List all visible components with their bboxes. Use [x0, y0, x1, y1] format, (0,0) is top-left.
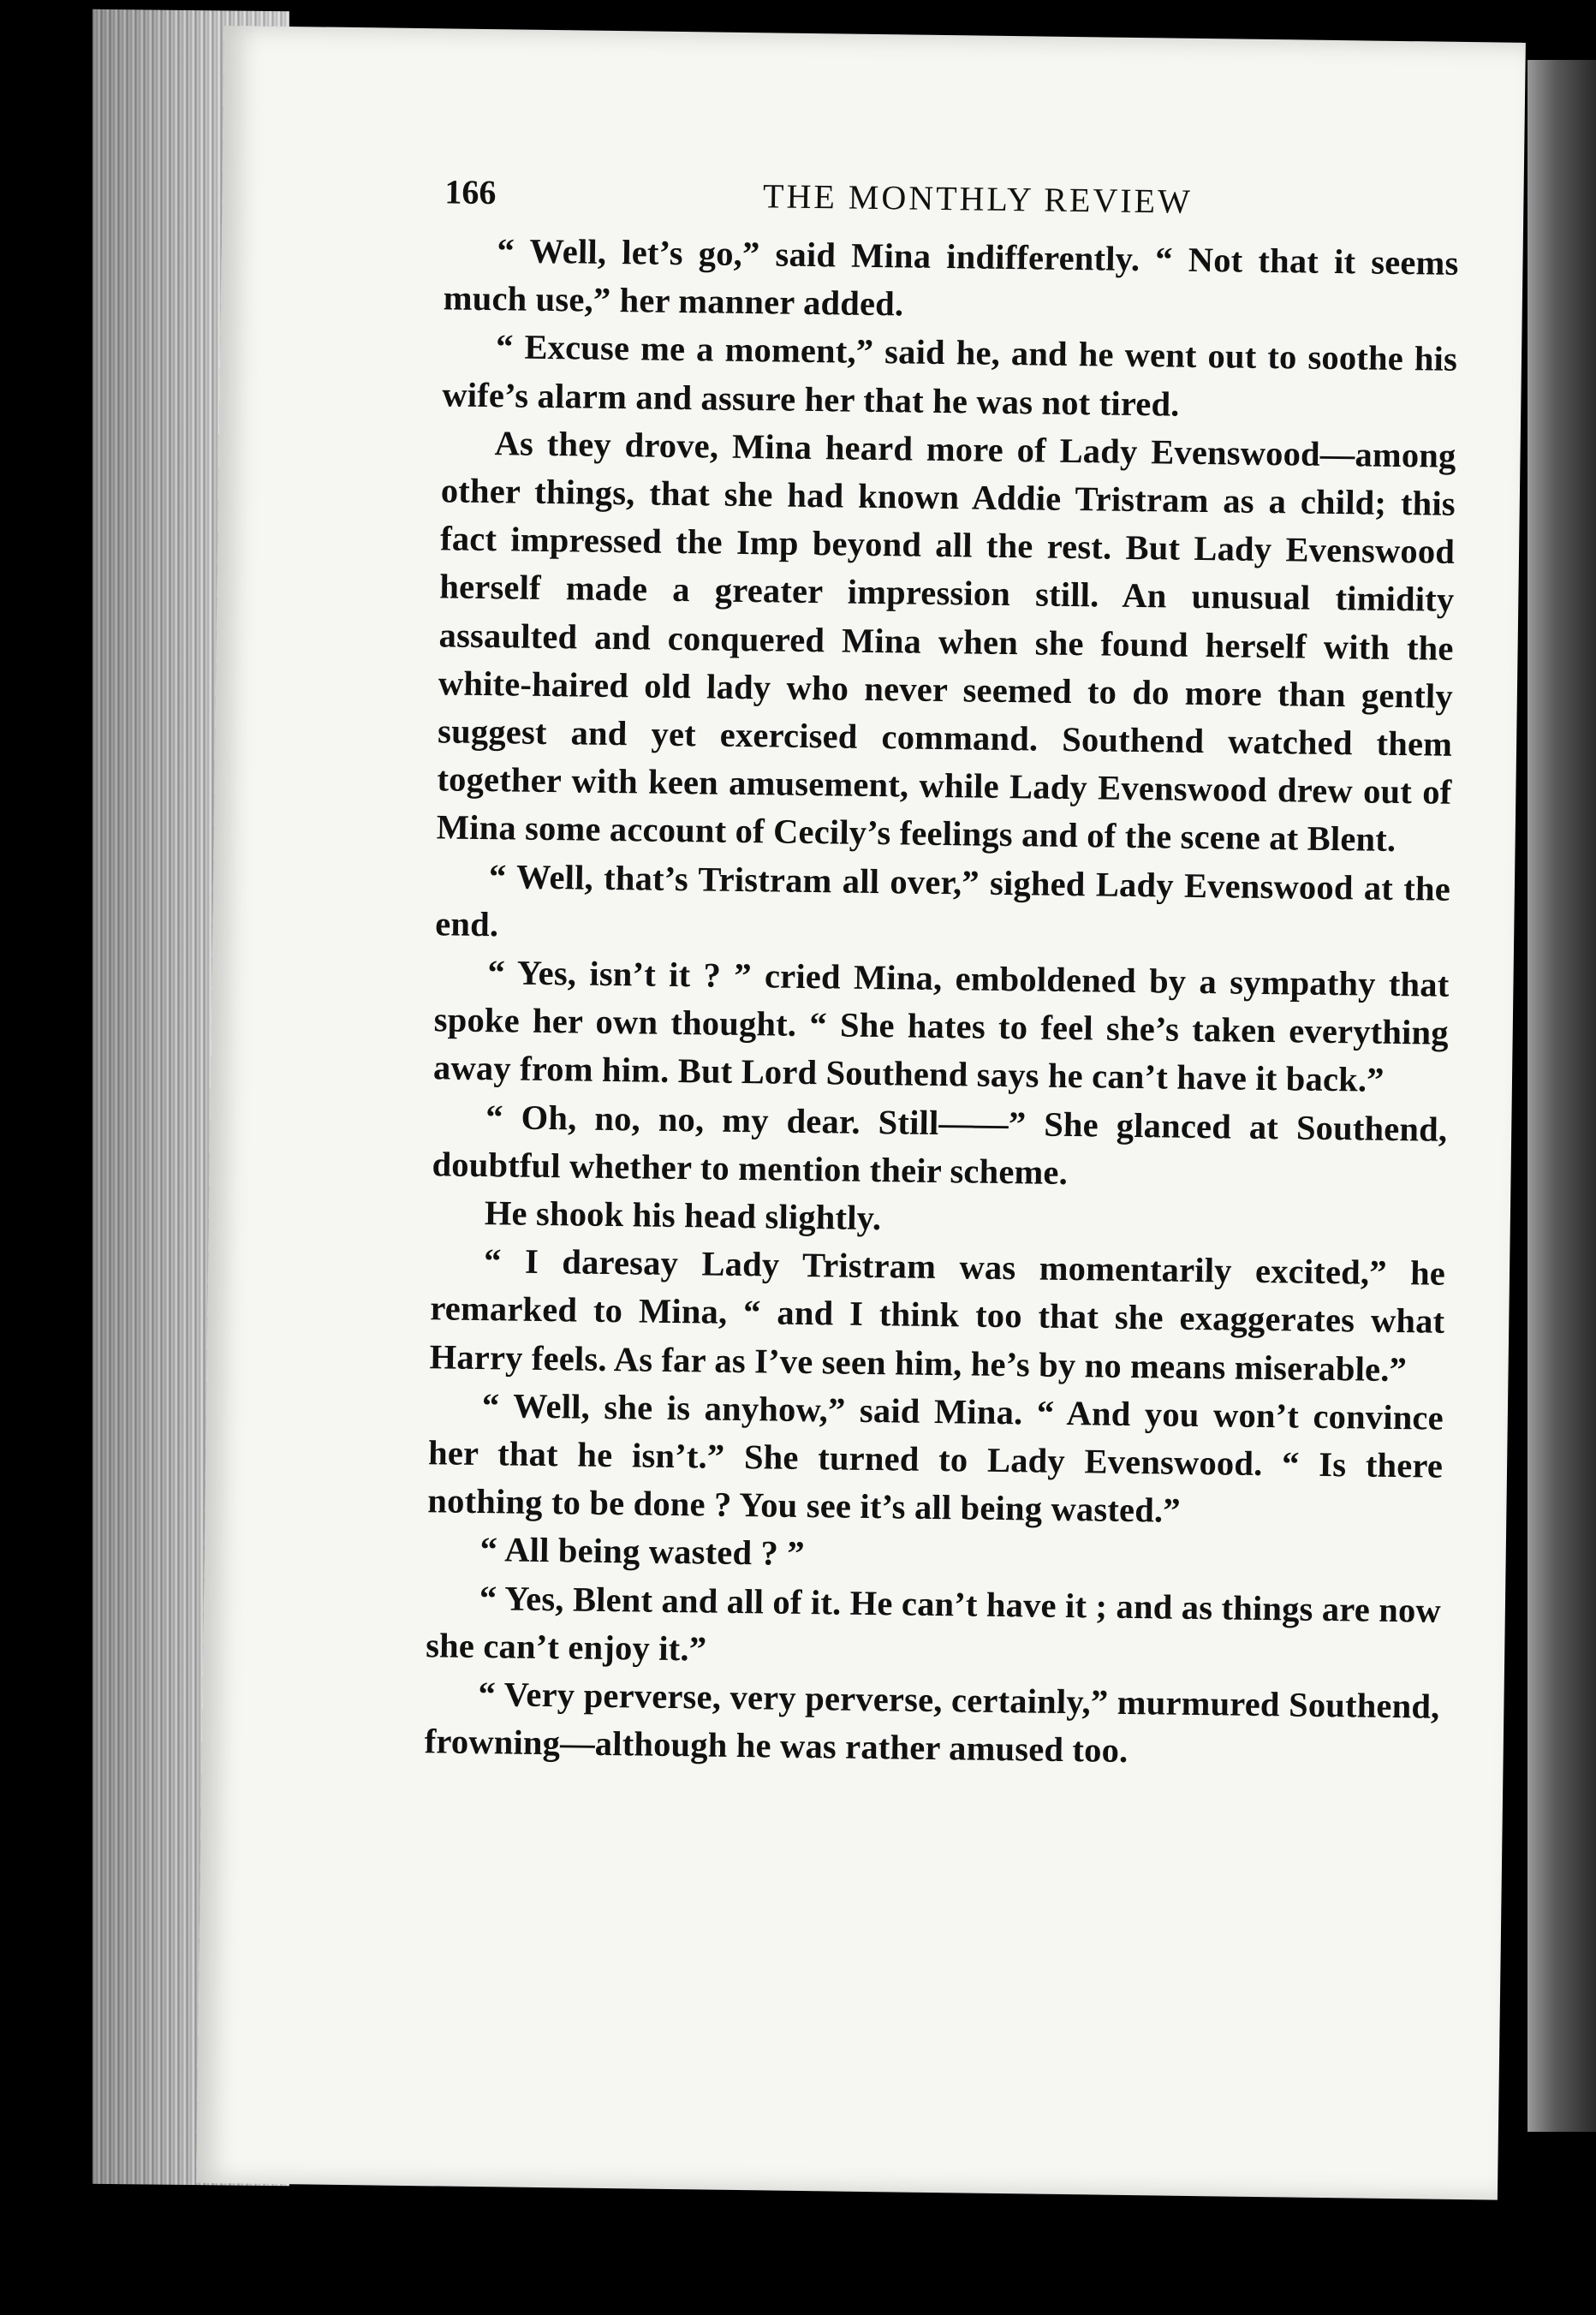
page-number: 166 [444, 172, 497, 212]
paragraph: “ Yes, Blent and all of it. He can’t have it ; and as things are now she can’t enjoy it.” [425, 1578, 1442, 1669]
paragraph: As they drove, Mina heard more of Lady Evenswood—among other things, that she had known Addie Tristram as a child; this fact impressed the Imp beyond all the rest. But Lady Evenswood herself made a greater impression still. An unusual timidity assaulted and conquered Mina when she found herself with the white-haired old lady who never seemed to do more than gently suggest and yet exercised command. Southend watched them together with keen amusement, while Lady Evenswood drew out of Mina some account of Cecily’s feelings and of the scene at Blent. [436, 423, 1456, 860]
running-title: THE MONTHLY REVIEW [762, 176, 1194, 221]
paragraph: He shook his head slightly. [484, 1193, 882, 1238]
right-page-edge [1528, 60, 1596, 2132]
paragraph: “ Yes, isn’t it ? ” cried Mina, emboldened by a sympathy that spoke her own thought. “ She hates to feel she’s taken everything away from him. But Lord Southend says he can’t have it back.” [432, 953, 1450, 1100]
paragraph: “ Well, let’s go,” said Mina indifferently. “ Not that it seems much use,” her manner added. [443, 231, 1459, 324]
paragraph: “ Very perverse, very perverse, certainly,” murmured Southend, frowning—although he was rather amused too. [424, 1675, 1440, 1770]
paragraph: “ Oh, no, no, my dear. Still——” She glanced at Southend, doubtful whether to mention their scheme. [432, 1097, 1448, 1192]
paragraph: “ Well, that’s Tristram all over,” sighed Lady Evenswood at the end. [435, 856, 1451, 944]
paragraph: “ All being wasted ? ” [479, 1530, 806, 1574]
book-page [196, 26, 1526, 2200]
paragraph: “ Excuse me a moment,” said he, and he went out to soothe his wife’s alarm and assure her that he was not tired. [442, 327, 1458, 424]
page-text-block [424, 161, 1459, 1779]
paragraph: “ Well, she is anyhow,” said Mina. “ And you won’t convince her that he isn’t.” She turned to Lady Evenswood. “ Is there nothing to be done ? You see it’s all being wasted.” [427, 1385, 1444, 1531]
running-head [444, 161, 1460, 235]
paragraph: “ I daresay Lady Tristram was momentarily excited,” he remarked to Mina, “ and I think too that she exaggerates what Harry feels. As far as I’ve seen him, he’s by no means miserable.” [429, 1241, 1446, 1389]
